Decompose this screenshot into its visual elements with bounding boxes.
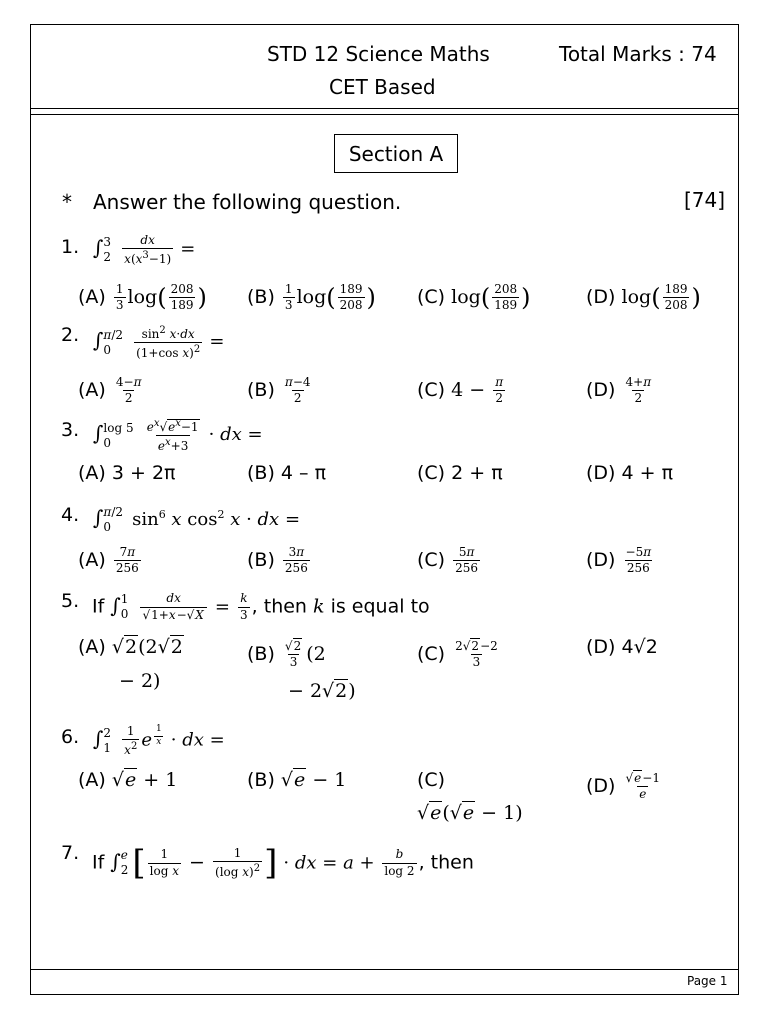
q5-option-b-cont: − 2√2)	[288, 680, 356, 702]
question-number: 6.	[61, 726, 80, 748]
q2-option-d: (D) $\frac{4+\pi}{2}$	[586, 375, 652, 406]
q3-option-c: (C) 2 + π	[417, 462, 503, 484]
q1-option-c: (C) log( $\frac{208}{189}$ )	[417, 282, 531, 313]
q2-option-c: (C) 4 − $\frac{\pi}{2}$	[417, 375, 504, 406]
q4-option-a: (A) $\frac{7\pi}{256}$	[78, 545, 139, 576]
q6-option-a: (A) √e + 1	[78, 769, 178, 791]
question-3-expression: ∫ log 5 0 $\frac{e^x√e^x-1}{e^x+3}$ · dx =	[93, 418, 263, 454]
total-marks: Total Marks : 74	[559, 42, 717, 66]
footer-divider	[31, 969, 738, 970]
q5-option-a-cont: − 2)	[119, 670, 161, 692]
page-number: Page 1	[687, 974, 728, 988]
q4-option-d: (D) $\frac{-5\pi}{256}$	[586, 545, 652, 576]
q3-option-a: (A) 3 + 2π	[78, 462, 176, 484]
q5-option-c: (C) $\frac{2√2-2}{3}$	[417, 639, 498, 670]
q4-option-c: (C) $\frac{5\pi}{256}$	[417, 545, 479, 576]
question-4-expression: ∫ π/2 0 $\sin^6 x$ $\cos^2 x$ · dx =	[93, 505, 301, 534]
q3-option-d: (D) 4 + π	[586, 462, 674, 484]
question-number: 4.	[61, 504, 80, 526]
paper-title: STD 12 Science Maths	[267, 42, 490, 66]
q6-option-c: (C)	[417, 769, 446, 791]
section-marks: [74]	[684, 188, 726, 212]
q6-option-d: (D) $\frac{√e-1}{e}$	[586, 771, 660, 802]
q2-option-b: (B) $\frac{\pi-4}{2}$	[247, 375, 311, 406]
question-7-expression: If ∫ e 2 [ $\frac{1}{\text{log x}}$ − $\frac{1}{(\log x)^2}$ ] · dx = a + $\frac{b}{\log 2}$ , then	[92, 843, 474, 883]
q4-option-b: (B) $\frac{3\pi}{256}$	[247, 545, 308, 576]
header-divider	[31, 108, 738, 109]
q6-option-b: (B) √e − 1	[247, 769, 347, 791]
question-5-expression: If ∫ 1 0 $\frac{dx}{√1+x-√X}$ = $\frac{k}{3}$ , then k is equal to	[92, 591, 430, 622]
q5-option-a: (A) √2(2√2	[78, 636, 183, 658]
q2-option-a: (A) $\frac{4-\pi}{2}$	[78, 375, 142, 406]
question-1-expression: ∫ 3 2 $\frac{dx}{x(x^3-1)}$ =	[93, 233, 196, 267]
q1-option-a: (A) $\frac{1}{3}$ log( $\frac{208}{189}$ )	[78, 282, 207, 313]
q5-option-d: (D) 4√2	[586, 636, 658, 658]
q1-option-d: (D) log( $\frac{189}{208}$ )	[586, 282, 701, 313]
header-divider-double	[31, 114, 738, 115]
instruction-text: Answer the following question.	[93, 190, 402, 214]
q1-option-b: (B) $\frac{1}{3}$ log( $\frac{189}{208}$ )	[247, 282, 376, 313]
section-label: Section A	[334, 134, 458, 173]
instruction-star: *	[62, 190, 72, 214]
question-6-expression: ∫ 2 1 $\frac{1}{x^2}$ e $^{\frac{1}{x}}$ · dx =	[93, 724, 225, 758]
q5-option-b: (B) $\frac{√2}{3}$ (2	[247, 639, 326, 670]
q6-option-c-cont: √e(√e − 1)	[417, 802, 523, 824]
question-number: 7.	[61, 842, 80, 864]
paper-subtitle: CET Based	[329, 75, 436, 99]
question-number: 5.	[61, 590, 80, 612]
question-number: 2.	[61, 324, 80, 346]
question-number: 3.	[61, 419, 80, 441]
question-2-expression: ∫ π/2 0 $\frac{\sin^2 x\cdot dx}{(1+\cos x)^2}$ =	[93, 325, 225, 361]
q3-option-b: (B) 4 – π	[247, 462, 327, 484]
question-number: 1.	[61, 236, 80, 258]
